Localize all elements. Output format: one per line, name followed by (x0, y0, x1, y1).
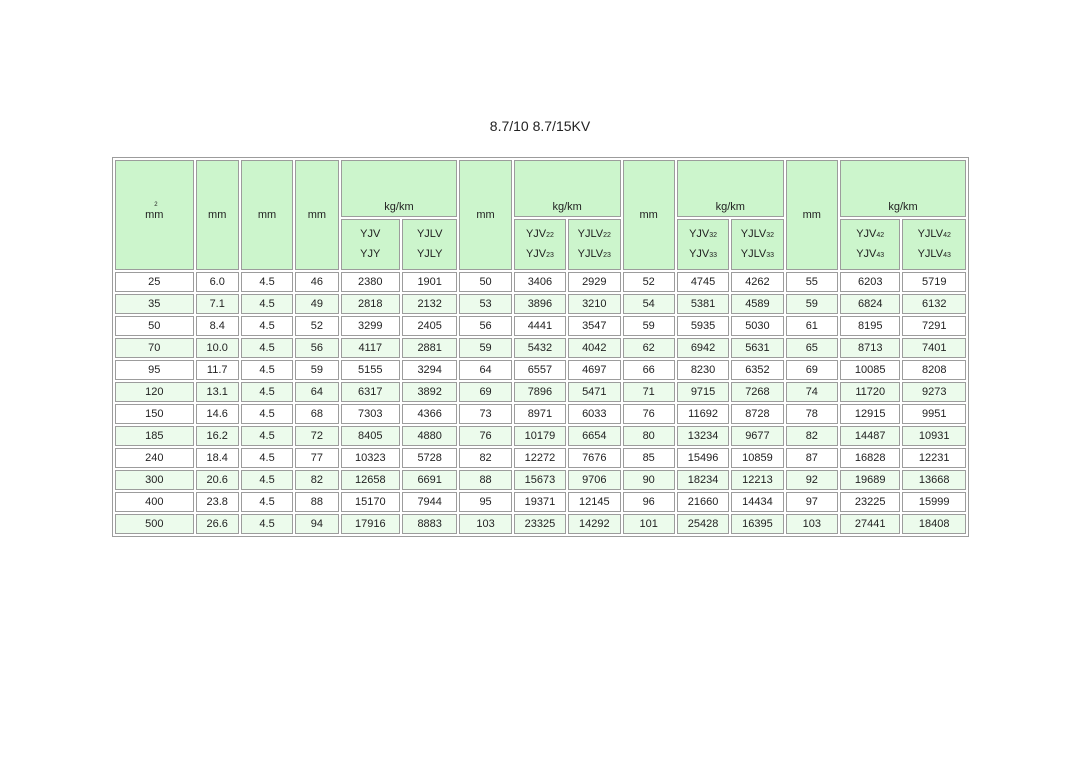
table-cell: 8728 (731, 404, 783, 424)
table-cell: 10931 (902, 426, 966, 446)
table-cell: 8405 (341, 426, 400, 446)
table-cell: 52 (623, 272, 675, 292)
table-cell: 5471 (568, 382, 620, 402)
table-cell: 26.6 (196, 514, 239, 534)
table-cell: 35 (115, 294, 194, 314)
table-cell: 150 (115, 404, 194, 424)
table-row (115, 316, 966, 336)
table-cell: 68 (295, 404, 338, 424)
header-weight-unit: kg/km (840, 160, 966, 217)
table-cell: 69 (786, 360, 838, 380)
table-cell: 4.5 (241, 294, 293, 314)
table-cell: 10179 (514, 426, 566, 446)
table-cell: 101 (623, 514, 675, 534)
table-cell: 4262 (731, 272, 783, 292)
table-cell: 25 (115, 272, 194, 292)
header-weight-unit: kg/km (341, 160, 458, 217)
table-cell: 4042 (568, 338, 620, 358)
header-model: YJV YJY (341, 219, 400, 270)
table-cell: 62 (623, 338, 675, 358)
table-cell: 4.5 (241, 382, 293, 402)
table-cell: 2380 (341, 272, 400, 292)
table-cell: 16828 (840, 448, 900, 468)
table-cell: 7303 (341, 404, 400, 424)
header-model: YJLV YJLY (402, 219, 457, 270)
table-cell: 6691 (402, 470, 457, 490)
table-cell: 9706 (568, 470, 620, 490)
table-cell: 5728 (402, 448, 457, 468)
table-cell: 85 (623, 448, 675, 468)
table-cell: 9951 (902, 404, 966, 424)
table-row (115, 272, 966, 292)
table-cell: 6033 (568, 404, 620, 424)
table-cell: 4.5 (241, 360, 293, 380)
table-cell: 14.6 (196, 404, 239, 424)
table-cell: 300 (115, 470, 194, 490)
header-section: mm 2 (115, 160, 194, 270)
table-cell: 96 (623, 492, 675, 512)
header-col: mm (623, 160, 675, 270)
table-cell: 5719 (902, 272, 966, 292)
table-cell: 4589 (731, 294, 783, 314)
table-cell: 95 (115, 360, 194, 380)
table-cell: 80 (623, 426, 675, 446)
table-cell: 77 (295, 448, 338, 468)
table-cell: 13.1 (196, 382, 239, 402)
table-row (115, 492, 966, 512)
table-cell: 9715 (677, 382, 729, 402)
table-cell: 4.5 (241, 338, 293, 358)
table-cell: 8230 (677, 360, 729, 380)
table-cell: 8713 (840, 338, 900, 358)
table-cell: 56 (459, 316, 511, 336)
table-cell: 9677 (731, 426, 783, 446)
table-cell: 69 (459, 382, 511, 402)
header-col: mm (786, 160, 838, 270)
table-cell: 20.6 (196, 470, 239, 490)
table-cell: 8208 (902, 360, 966, 380)
table-cell: 53 (459, 294, 511, 314)
table-cell: 73 (459, 404, 511, 424)
table-cell: 23325 (514, 514, 566, 534)
table-cell: 23225 (840, 492, 900, 512)
table-row (115, 294, 966, 314)
table-cell: 66 (623, 360, 675, 380)
table-cell: 10.0 (196, 338, 239, 358)
table-cell: 18408 (902, 514, 966, 534)
table-cell: 8971 (514, 404, 566, 424)
table-cell: 95 (459, 492, 511, 512)
table-cell: 500 (115, 514, 194, 534)
table-cell: 13668 (902, 470, 966, 490)
table-cell: 12272 (514, 448, 566, 468)
table-cell: 18234 (677, 470, 729, 490)
table-cell: 59 (295, 360, 338, 380)
table-row (115, 404, 966, 424)
header-model: YJLV42 YJLV43 (902, 219, 966, 270)
table-cell: 4880 (402, 426, 457, 446)
table-cell: 25428 (677, 514, 729, 534)
table-cell: 2132 (402, 294, 457, 314)
table-cell: 7291 (902, 316, 966, 336)
table-cell: 5030 (731, 316, 783, 336)
table-cell: 3294 (402, 360, 457, 380)
table-cell: 7896 (514, 382, 566, 402)
table-row (115, 382, 966, 402)
table-cell: 5631 (731, 338, 783, 358)
table-cell: 4.5 (241, 514, 293, 534)
table-cell: 4.5 (241, 272, 293, 292)
table-cell: 54 (623, 294, 675, 314)
header-col: mm (196, 160, 239, 270)
header-model: YJV42 YJV43 (840, 219, 900, 270)
table-cell: 87 (786, 448, 838, 468)
header-model: YJLV32 YJLV33 (731, 219, 783, 270)
table-cell: 7944 (402, 492, 457, 512)
table-cell: 400 (115, 492, 194, 512)
table-cell: 82 (786, 426, 838, 446)
table-cell: 97 (786, 492, 838, 512)
table-cell: 74 (786, 382, 838, 402)
table-cell: 8883 (402, 514, 457, 534)
table-cell: 27441 (840, 514, 900, 534)
table-cell: 10323 (341, 448, 400, 468)
header-row-units (115, 160, 966, 217)
table-cell: 72 (295, 426, 338, 446)
table-cell: 1901 (402, 272, 457, 292)
table-cell: 15170 (341, 492, 400, 512)
table-cell: 65 (786, 338, 838, 358)
table-cell: 6352 (731, 360, 783, 380)
page-title: 8.7/10 8.7/15KV (489, 118, 591, 134)
table-cell: 6942 (677, 338, 729, 358)
table-cell: 11720 (840, 382, 900, 402)
header-weight-unit: kg/km (677, 160, 784, 217)
table-cell: 16395 (731, 514, 783, 534)
table-cell: 14434 (731, 492, 783, 512)
table-cell: 4.5 (241, 316, 293, 336)
table-cell: 185 (115, 426, 194, 446)
table-cell: 14487 (840, 426, 900, 446)
table-row (115, 426, 966, 446)
table-row (115, 448, 966, 468)
table-cell: 92 (786, 470, 838, 490)
table-cell: 15999 (902, 492, 966, 512)
table-cell: 7401 (902, 338, 966, 358)
table-cell: 59 (786, 294, 838, 314)
table-cell: 59 (623, 316, 675, 336)
table-cell: 7.1 (196, 294, 239, 314)
table-cell: 64 (295, 382, 338, 402)
header-col: mm (241, 160, 293, 270)
table-cell: 6132 (902, 294, 966, 314)
table-cell: 50 (115, 316, 194, 336)
table-cell: 64 (459, 360, 511, 380)
table-cell: 4.5 (241, 492, 293, 512)
table-cell: 12915 (840, 404, 900, 424)
table-cell: 56 (295, 338, 338, 358)
table-cell: 5432 (514, 338, 566, 358)
table-cell: 3547 (568, 316, 620, 336)
table-cell: 90 (623, 470, 675, 490)
table-cell: 4745 (677, 272, 729, 292)
table-cell: 3406 (514, 272, 566, 292)
table-cell: 82 (295, 470, 338, 490)
table-cell: 6203 (840, 272, 900, 292)
table-cell: 61 (786, 316, 838, 336)
table-cell: 18.4 (196, 448, 239, 468)
table-cell: 23.8 (196, 492, 239, 512)
table-cell: 16.2 (196, 426, 239, 446)
table-cell: 4.5 (241, 426, 293, 446)
table-cell: 11.7 (196, 360, 239, 380)
table-cell: 12145 (568, 492, 620, 512)
table-cell: 11692 (677, 404, 729, 424)
table-cell: 4366 (402, 404, 457, 424)
table-cell: 103 (786, 514, 838, 534)
table-cell: 49 (295, 294, 338, 314)
table-cell: 4117 (341, 338, 400, 358)
table-cell: 9273 (902, 382, 966, 402)
table-cell: 71 (623, 382, 675, 402)
table-cell: 4.5 (241, 404, 293, 424)
table-cell: 2881 (402, 338, 457, 358)
table-cell: 7676 (568, 448, 620, 468)
table-cell: 5381 (677, 294, 729, 314)
table-cell: 17916 (341, 514, 400, 534)
table-cell: 13234 (677, 426, 729, 446)
table-cell: 8.4 (196, 316, 239, 336)
table-cell: 6654 (568, 426, 620, 446)
table-cell: 59 (459, 338, 511, 358)
table-cell: 3892 (402, 382, 457, 402)
table-cell: 12213 (731, 470, 783, 490)
table-cell: 240 (115, 448, 194, 468)
table-cell: 3896 (514, 294, 566, 314)
table-cell: 7268 (731, 382, 783, 402)
table-cell: 10859 (731, 448, 783, 468)
table-cell: 15673 (514, 470, 566, 490)
table-cell: 76 (459, 426, 511, 446)
table-cell: 3210 (568, 294, 620, 314)
table-cell: 70 (115, 338, 194, 358)
table-cell: 103 (459, 514, 511, 534)
header-model: YJV22 YJV23 (514, 219, 566, 270)
table-cell: 5935 (677, 316, 729, 336)
table-cell: 3299 (341, 316, 400, 336)
table-row (115, 514, 966, 534)
header-col: mm (459, 160, 511, 270)
header-col: mm (295, 160, 338, 270)
table-row (115, 338, 966, 358)
table-cell: 10085 (840, 360, 900, 380)
table-cell: 21660 (677, 492, 729, 512)
table-cell: 88 (295, 492, 338, 512)
table-cell: 94 (295, 514, 338, 534)
table-cell: 78 (786, 404, 838, 424)
table-cell: 6824 (840, 294, 900, 314)
table-row (115, 470, 966, 490)
table-cell: 6.0 (196, 272, 239, 292)
table-cell: 2405 (402, 316, 457, 336)
header-model: YJLV22 YJLV23 (568, 219, 620, 270)
table-cell: 19371 (514, 492, 566, 512)
table-cell: 14292 (568, 514, 620, 534)
table-cell: 12658 (341, 470, 400, 490)
table-cell: 120 (115, 382, 194, 402)
table-cell: 55 (786, 272, 838, 292)
header-model: YJV32 YJV33 (677, 219, 729, 270)
header-weight-unit: kg/km (514, 160, 621, 217)
table-cell: 2929 (568, 272, 620, 292)
table-cell: 6557 (514, 360, 566, 380)
table-cell: 6317 (341, 382, 400, 402)
cable-spec-table (112, 157, 969, 537)
table-body (115, 272, 966, 534)
table-cell: 4.5 (241, 470, 293, 490)
table-cell: 46 (295, 272, 338, 292)
table-cell: 50 (459, 272, 511, 292)
table-cell: 82 (459, 448, 511, 468)
table-cell: 4697 (568, 360, 620, 380)
table-cell: 8195 (840, 316, 900, 336)
table-cell: 4441 (514, 316, 566, 336)
table-cell: 52 (295, 316, 338, 336)
table-row (115, 360, 966, 380)
table-cell: 88 (459, 470, 511, 490)
table-cell: 15496 (677, 448, 729, 468)
table-cell: 4.5 (241, 448, 293, 468)
table-cell: 12231 (902, 448, 966, 468)
table-cell: 19689 (840, 470, 900, 490)
table-cell: 76 (623, 404, 675, 424)
table-cell: 2818 (341, 294, 400, 314)
table-cell: 5155 (341, 360, 400, 380)
